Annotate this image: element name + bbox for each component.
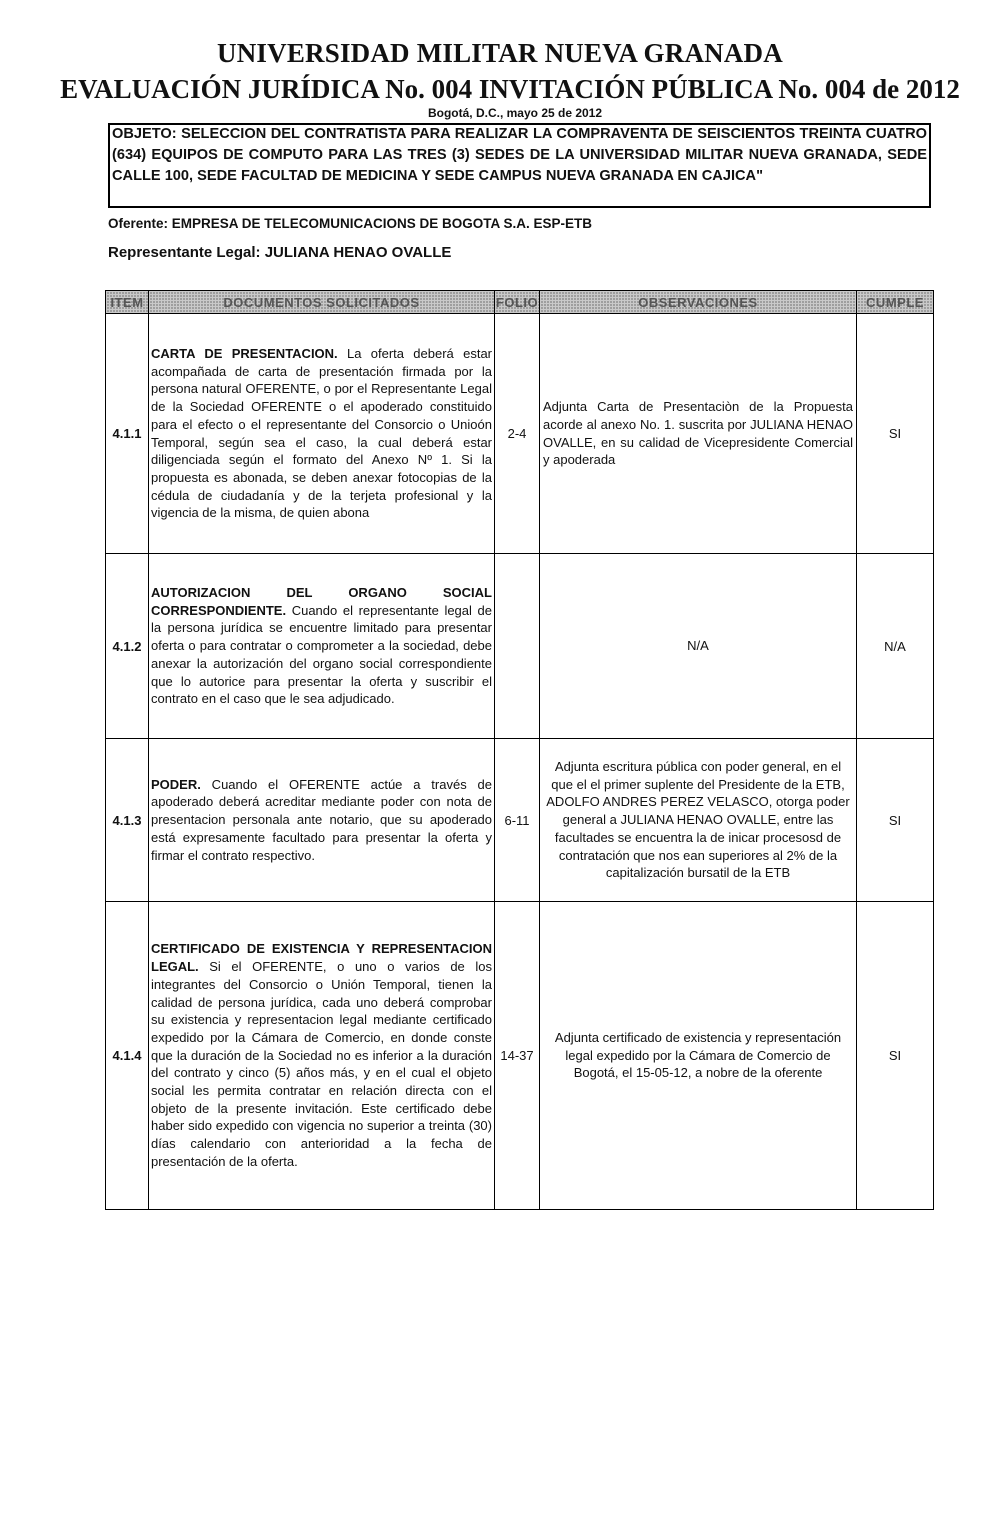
document-title: CARTA DE PRESENTACION.: [151, 345, 338, 361]
header-cumple: CUMPLE: [857, 291, 934, 314]
document-title: PODER.: [151, 776, 201, 792]
evaluation-title: EVALUACIÓN JURÍDICA No. 004 INVITACIÓN PÚBLICA No. 004 de 2012: [60, 74, 960, 104]
document-body: Cuando el OFERENTE actúe a través de apoderado deberá acreditar mediante poder con nota de presentacion personala ante notario, que su apoderado está expresamente facultado para presentar la oferta y firmar el contrato respectivo.: [151, 776, 492, 863]
representante-line: Representante Legal: JULIANA HENAO OVALLE: [108, 244, 452, 261]
table-row: [106, 739, 934, 902]
document-cell: [149, 902, 495, 1210]
document-body: Cuando el representante legal de la persona jurídica se encuentre limitado para presentar oferta o para contratar o comprometer a la sociedad, debe anexar la autorización del organo social correspondiente que lo autorice para presentar la oferta y suscribir el contrato en el caso que le sea adjudicado.: [151, 602, 492, 707]
item-cell: 4.1.3: [106, 739, 149, 902]
cumple-cell: SI: [857, 902, 934, 1210]
cumple-cell: SI: [857, 314, 934, 554]
document-cell: [149, 739, 495, 902]
header-documentos: DOCUMENTOS SOLICITADOS: [149, 291, 495, 314]
document-title: CERTIFICADO DE EXISTENCIA Y REPRESENTACION LEGAL.: [151, 941, 492, 975]
date-line: Bogotá, D.C., mayo 25 de 2012: [427, 106, 603, 120]
observaciones-cell: N/A: [540, 554, 857, 739]
folio-cell: 2-4: [495, 314, 540, 554]
observaciones-cell: Adjunta certificado de existencia y representación legal expedido por la Cámara de Comercio de Bogotá, el 15-05-12, a nobre de la oferente: [540, 902, 857, 1210]
table-row: [106, 902, 934, 1210]
item-cell: 4.1.4: [106, 902, 149, 1210]
document-body: La oferta deberá estar acompañada de carta de presentación firmada por la persona natural OFERENTE, o por el Representante Legal de la Sociedad OFERENTE o el apoderado constituido para el efecto o el representante del Consorcio o Unioón Temporal, según sea el caso, la cual deberá estar diligenciada según el formato del Anexo Nº 1. Si la propuesta es abonada, se deben anexar fotocopias de la cédula de ciudadanía y de la terjeta profesional y la vigencia de la misma, de quien abona: [151, 345, 493, 521]
oferente-line: Oferente: EMPRESA DE TELECOMUNICACIONS DE BOGOTA S.A. ESP-ETB: [108, 216, 593, 231]
folio-cell: [495, 554, 540, 739]
objeto-text: OBJETO: SELECCION DEL CONTRATISTA PARA REALIZAR LA COMPRAVENTA DE SEISCIENTOS TREINTA CUATRO (634) EQUIPOS DE COMPUTO PARA LAS TRES (3) SEDES DE LA UNIVERSIDAD MILITAR NUEVA GRANADA, SEDE CALLE 100, SEDE FACULTAD DE MEDICINA Y SEDE CAMPUS NUEVA GRANADA EN CAJICA": [112, 126, 927, 184]
evaluation-table: [105, 290, 934, 1210]
document-cell: [149, 314, 495, 554]
table-row: [106, 314, 934, 554]
item-cell: 4.1.2: [106, 554, 149, 739]
observaciones-cell: Adjunta escritura pública con poder general, en el que el el primer suplente del Presidente de la ETB, ADOLFO ANDRES PEREZ VELASCO, otorga poder general a JULIANA HENAO OVALLE, entre las facultades se encuentra la de inicar procesosd de contratación que nos ean superiores al 2% de la capitalización bursatil de la ETB: [540, 739, 857, 902]
cumple-cell: N/A: [857, 554, 934, 739]
university-title: UNIVERSIDAD MILITAR NUEVA GRANADA: [217, 38, 783, 68]
folio-cell: 6-11: [495, 739, 540, 902]
header-item: ITEM: [106, 291, 149, 314]
document-title: AUTORIZACION DEL ORGANO SOCIAL CORRESPONDIENTE.: [151, 585, 492, 618]
table-header-row: [106, 291, 934, 314]
folio-cell: 14-37: [495, 902, 540, 1210]
header-observaciones: OBSERVACIONES: [540, 291, 857, 314]
table-row: [106, 554, 934, 739]
document-body: Si el OFERENTE, o uno o varios de los integrantes del Consorcio o Unión Temporal, tienen la calidad de persona jurídica, cada uno deberá comprobar su existencia y representacion legal mediante certificado expedido por la Cámara de Comercio, en donde conste que la duración de la Sociedad no es inferior a la duración del contrato y cinco (5) años más, y en el cual el objeto social les permita contratar en relación directa con el objeto de la presente invitación. Este certificado debe haber sido expedido con vigencia no superior a treinta (30) días calendario con anterioridad a la fecha de presentación de la oferta.: [151, 959, 492, 1169]
document-cell: [149, 554, 495, 739]
header-folio: FOLIO: [495, 291, 540, 314]
observaciones-cell: Adjunta Carta de Presentaciòn de la Propuesta acorde al anexo No. 1. suscrita por JULIANA HENAO OVALLE, en su calidad de Vicepresidente Comercial y apoderada: [540, 314, 857, 554]
cumple-cell: SI: [857, 739, 934, 902]
objeto-box: [108, 123, 931, 208]
item-cell: 4.1.1: [106, 314, 149, 554]
